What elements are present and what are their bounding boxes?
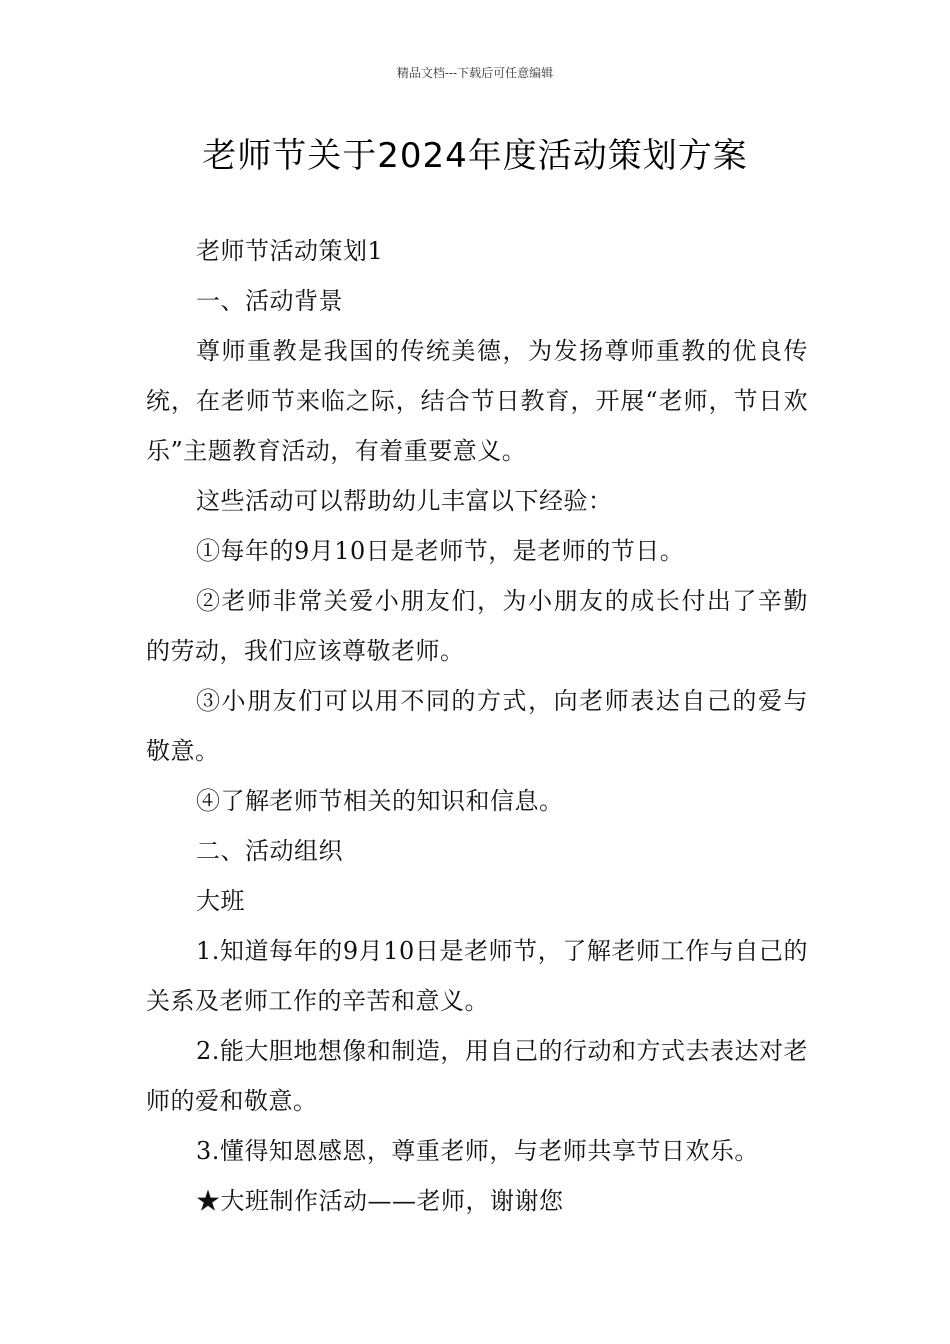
paragraph: 大班 (196, 887, 245, 915)
page-header: 精品文档---下载后可任意编辑 (396, 66, 554, 80)
paragraph: 一、活动背景 (196, 287, 343, 315)
paragraph: ★大班制作活动——老师，谢谢您 (196, 1187, 564, 1215)
paragraph: ①每年的9月10日是老师节，是老师的节日。 (196, 537, 685, 565)
paragraph: 二、活动组织 (196, 837, 343, 865)
paragraph: ④了解老师节相关的知识和信息。 (196, 787, 564, 815)
paragraph: 1.知道每年的9月10日是老师节，了解老师工作与自己的关系及老师工作的辛苦和意义。 (146, 937, 808, 1015)
paragraph: ③小朋友们可以用不同的方式，向老师表达自己的爱与敬意。 (146, 687, 808, 765)
paragraph: 2.能大胆地想像和制造，用自己的行动和方式去表达对老师的爱和敬意。 (146, 1037, 808, 1115)
document-body (146, 226, 808, 1226)
paragraph: 这些活动可以帮助幼儿丰富以下经验： (196, 487, 613, 515)
paragraph: 3.懂得知恩感恩，尊重老师，与老师共享节日欢乐。 (196, 1137, 759, 1165)
document-title: 老师节关于2024年度活动策划方案 (202, 136, 748, 176)
paragraph: ②老师非常关爱小朋友们，为小朋友的成长付出了辛勤的劳动，我们应该尊敬老师。 (146, 587, 808, 665)
paragraph: 尊师重教是我国的传统美德，为发扬尊师重教的优良传统，在老师节来临之际，结合节日教育，开展“老师，节日欢乐”主题教育活动，有着重要意义。 (146, 337, 808, 465)
paragraph: 老师节活动策划1 (196, 237, 384, 265)
